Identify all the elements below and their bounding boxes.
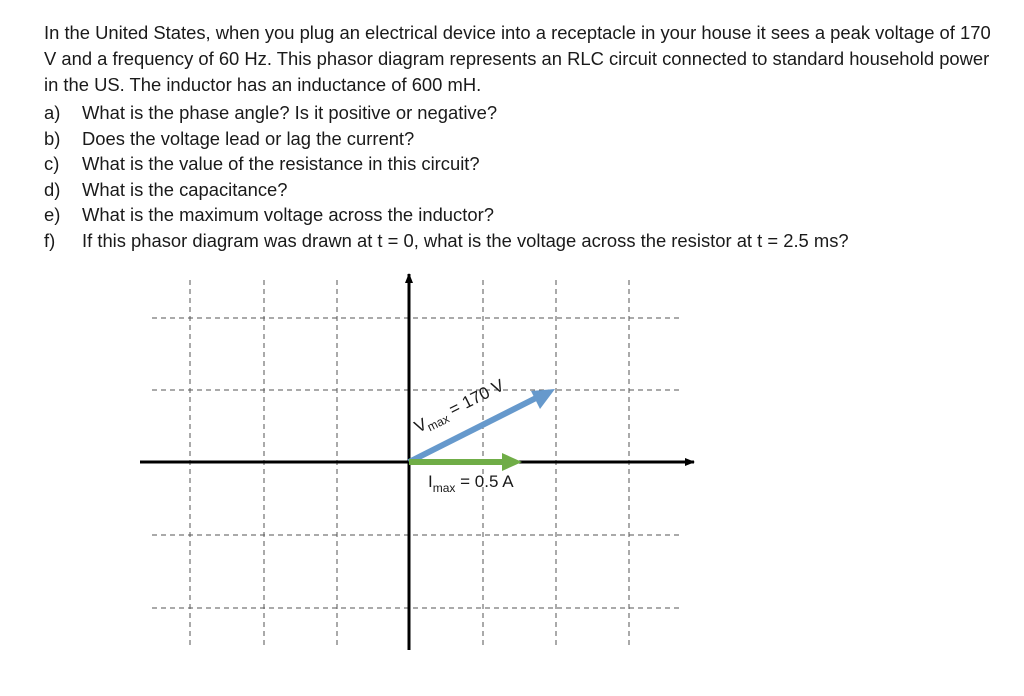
- question-text: What is the phase angle? Is it positive or negative?: [82, 102, 498, 123]
- current-label: $I_{max} = 0.5$ A: [428, 472, 514, 495]
- question-letter: f): [44, 229, 56, 251]
- question-text: What is the capacitance?: [82, 178, 288, 200]
- question-text: What is the maximum voltage across the inductor?: [82, 204, 494, 226]
- question-letter: d): [44, 178, 61, 200]
- question-text: Does the voltage lead or lag the current?: [82, 127, 415, 149]
- voltage-label: $V_{max} = 170$ V: [411, 375, 508, 437]
- question-letter: c): [44, 153, 60, 175]
- question-letter: b): [44, 127, 61, 149]
- question-letter: a): [44, 102, 61, 123]
- problem-intro: In the United States, when you plug an electrical device into a receptacle in your house it sees a peak voltage of 170 V and a frequency of 60 Hz. This phasor diagram represents an RLC circuit connected to standard household power in the US. The inductor has an inductance of 600 mH.: [44, 22, 991, 95]
- question-text: If this phasor diagram was drawn at t = 0, what is the voltage across the resistor at t = 2.5 ms?: [82, 229, 849, 251]
- question-letter: e): [44, 204, 61, 226]
- question-text: What is the value of the resistance in this circuit?: [82, 153, 480, 175]
